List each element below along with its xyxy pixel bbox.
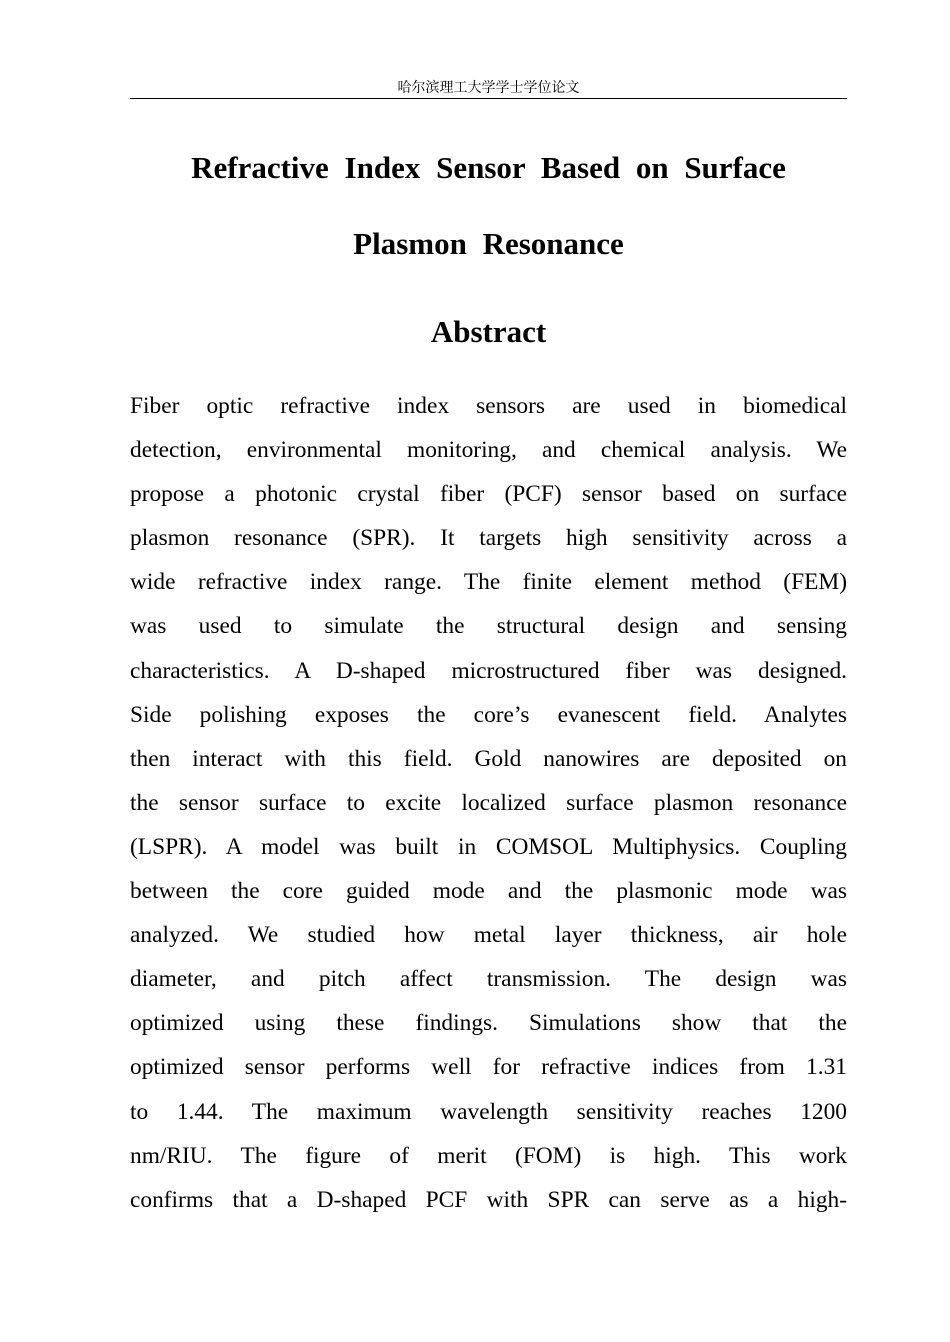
abstract-line: the sensor surface to excite localized surface plasmon resonance: [130, 789, 847, 816]
abstract-line: wide refractive index range. The finite element method (FEM): [130, 569, 847, 596]
abstract-line: then interact with this field. Gold nanowires are deposited on: [130, 745, 847, 772]
abstract-line: characteristics. A D-shaped microstructured fiber was designed.: [130, 657, 847, 684]
paper-title-line-1: Refractive Index Sensor Based on Surface: [191, 150, 786, 185]
abstract-line: analyzed. We studied how metal layer thickness, air hole: [130, 922, 847, 949]
running-header: 哈尔滨理工大学学士学位论文: [397, 80, 580, 96]
abstract-line: propose a photonic crystal fiber (PCF) sensor based on surface: [130, 481, 847, 508]
abstract-line: optimized using these findings. Simulations show that the: [130, 1010, 847, 1037]
abstract-line: plasmon resonance (SPR). It targets high sensitivity across a: [130, 525, 847, 552]
abstract-line: Fiber optic refractive index sensors are used in biomedical: [130, 393, 847, 419]
abstract-line: confirms that a D-shaped PCF with SPR can serve as a high-: [130, 1186, 847, 1213]
abstract-line: detection, environmental monitoring, and chemical analysis. We: [130, 437, 847, 464]
abstract-heading: Abstract: [430, 314, 547, 349]
abstract-line: (LSPR). A model was built in COMSOL Multiphysics. Coupling: [130, 833, 847, 860]
abstract-line: optimized sensor performs well for refractive indices from 1.31: [130, 1054, 847, 1081]
abstract-body: [130, 384, 847, 1222]
abstract-line: nm/RIU. The figure of merit (FOM) is high. This work: [130, 1142, 847, 1169]
header-rule: [130, 98, 847, 99]
abstract-line: was used to simulate the structural design and sensing: [130, 613, 847, 640]
abstract-line: between the core guided mode and the plasmonic mode was: [130, 878, 847, 905]
abstract-line: diameter, and pitch affect transmission. The design was: [130, 966, 847, 993]
abstract-line: to 1.44. The maximum wavelength sensitivity reaches 1200: [130, 1098, 847, 1125]
abstract-line: Side polishing exposes the core’s evanescent field. Analytes: [130, 701, 847, 728]
paper-title-line-2: Plasmon Resonance: [353, 226, 624, 261]
